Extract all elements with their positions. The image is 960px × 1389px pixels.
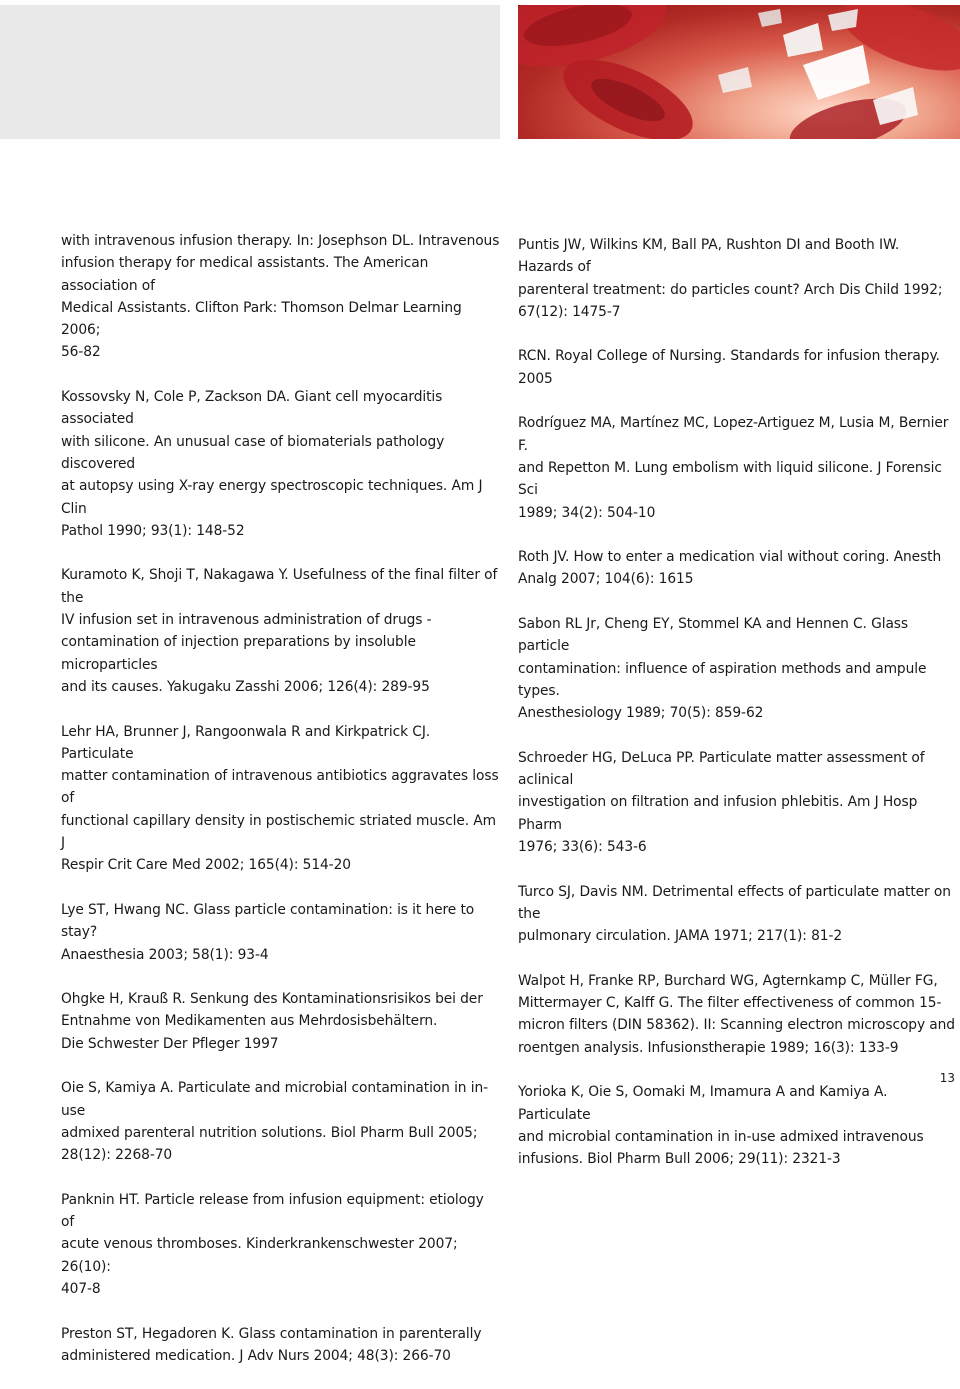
reference-entry: Roth JV. How to enter a medication vial without coring. Anesth Analg 2007; 104(6): 1615: [518, 549, 942, 588]
reference-entry: Ohgke H, Krauß R. Senkung des Kontaminationsrisikos bei der Entnahme von Medikamenten aus Mehrdosisbehältern. Die Schwester Der Pfleger 1997: [61, 991, 483, 1052]
reference-entry: Sabon RL Jr, Cheng EY, Stommel KA and Hennen C. Glass particle contamination: influence of aspiration methods and ampule types. Anesthesiology 1989; 70(5): 859-62: [518, 616, 927, 722]
reference-entry: Turco SJ, Davis NM. Detrimental effects of particulate matter on the pulmonary circulation. JAMA 1971; 217(1): 81-2: [518, 883, 951, 945]
reference-entry: Kuramoto K, Shoji T, Nakagawa Y. Usefulness of the final filter of the IV infusion set in intravenous administration of drugs - contamination of injection preparations by insoluble microparticles and its causes. Yakugaku Zasshi 2006; 126(4): 289-95: [61, 567, 498, 695]
reference-entry: RCN. Royal College of Nursing. Standards for infusion therapy. 2005: [518, 348, 940, 387]
header-grey-panel: [0, 5, 500, 139]
reference-entry: Oie S, Kamiya A. Particulate and microbial contamination in in-use admixed parenteral nutrition solutions. Biol Pharm Bull 2005; 28(12): 2268-70: [61, 1080, 488, 1164]
references-right-column: [518, 234, 958, 1193]
header-blood-cells-image: [518, 5, 960, 139]
references-left-column: [61, 230, 501, 1389]
reference-entry: Schroeder HG, DeLuca PP. Particulate matter assessment of aclinical investigation on filtration and infusion phlebitis. Am J Hosp Pharm 1976; 33(6): 543-6: [518, 749, 925, 856]
reference-entry: Puntis JW, Wilkins KM, Ball PA, Rushton DI and Booth IW. Hazards of parenteral treatment: do particles count? Arch Dis Child 1992; 67(12): 1475-7: [518, 237, 943, 320]
reference-entry: Yorioka K, Oie S, Oomaki M, Imamura A and Kamiya A. Particulate and microbial contamination in in-use admixed intravenous infusions. Biol Pharm Bull 2006; 29(11): 2321-3: [518, 1084, 924, 1168]
reference-entry: Preston ST, Hegadoren K. Glass contamination in parenterally administered medication. J Adv Nurs 2004; 48(3): 266-70: [61, 1325, 482, 1364]
reference-entry: Rodríguez MA, Martínez MC, Lopez-Artiguez M, Lusia M, Bernier F. and Repetton M. Lung embolism with liquid silicone. J Forensic Sci 1989; 34(2): 504-10: [518, 415, 949, 521]
reference-entry: Walpot H, Franke RP, Burchard WG, Agternkamp C, Müller FG, Mittermayer C, Kalff G. The filter effectiveness of common 15- micron filters (DIN 58362). II: Scanning electron microscopy and roentgen analysis. Infusionstherapie 1989; 16(3): 133-9: [518, 972, 955, 1056]
reference-entry: Panknin HT. Particle release from infusion equipment: etiology of acute venous thromboses. Kinderkrankenschwester 2007; 26(10): 407-8: [61, 1191, 484, 1297]
reference-entry: Lye ST, Hwang NC. Glass particle contamination: is it here to stay? Anaesthesia 2003; 58(1): 93-4: [61, 901, 475, 963]
reference-entry: Lehr HA, Brunner J, Rangoonwala R and Kirkpatrick CJ. Particulate matter contamination of intravenous antibiotics aggravates loss of functional capillary density in postischemic striated muscle. Am J Respir Crit Care Med 2002; 165(4): 514-20: [61, 723, 499, 874]
blood-cells-illustration: [518, 5, 960, 139]
page-number: 13: [939, 1071, 955, 1085]
reference-entry: Kossovsky N, Cole P, Zackson DA. Giant cell myocarditis associated with silicone. An unusual case of biomaterials pathology discovered at autopsy using X-ray energy spectroscopic techniques. Am J Clin Pathol 1990; 93(1): 148-52: [61, 389, 483, 539]
reference-entry: with intravenous infusion therapy. In: Josephson DL. Intravenous infusion therapy for medical assistants. The American association of Medical Assistants. Clifton Park: Thomson Delmar Learning 2006; 56-82: [61, 233, 500, 361]
